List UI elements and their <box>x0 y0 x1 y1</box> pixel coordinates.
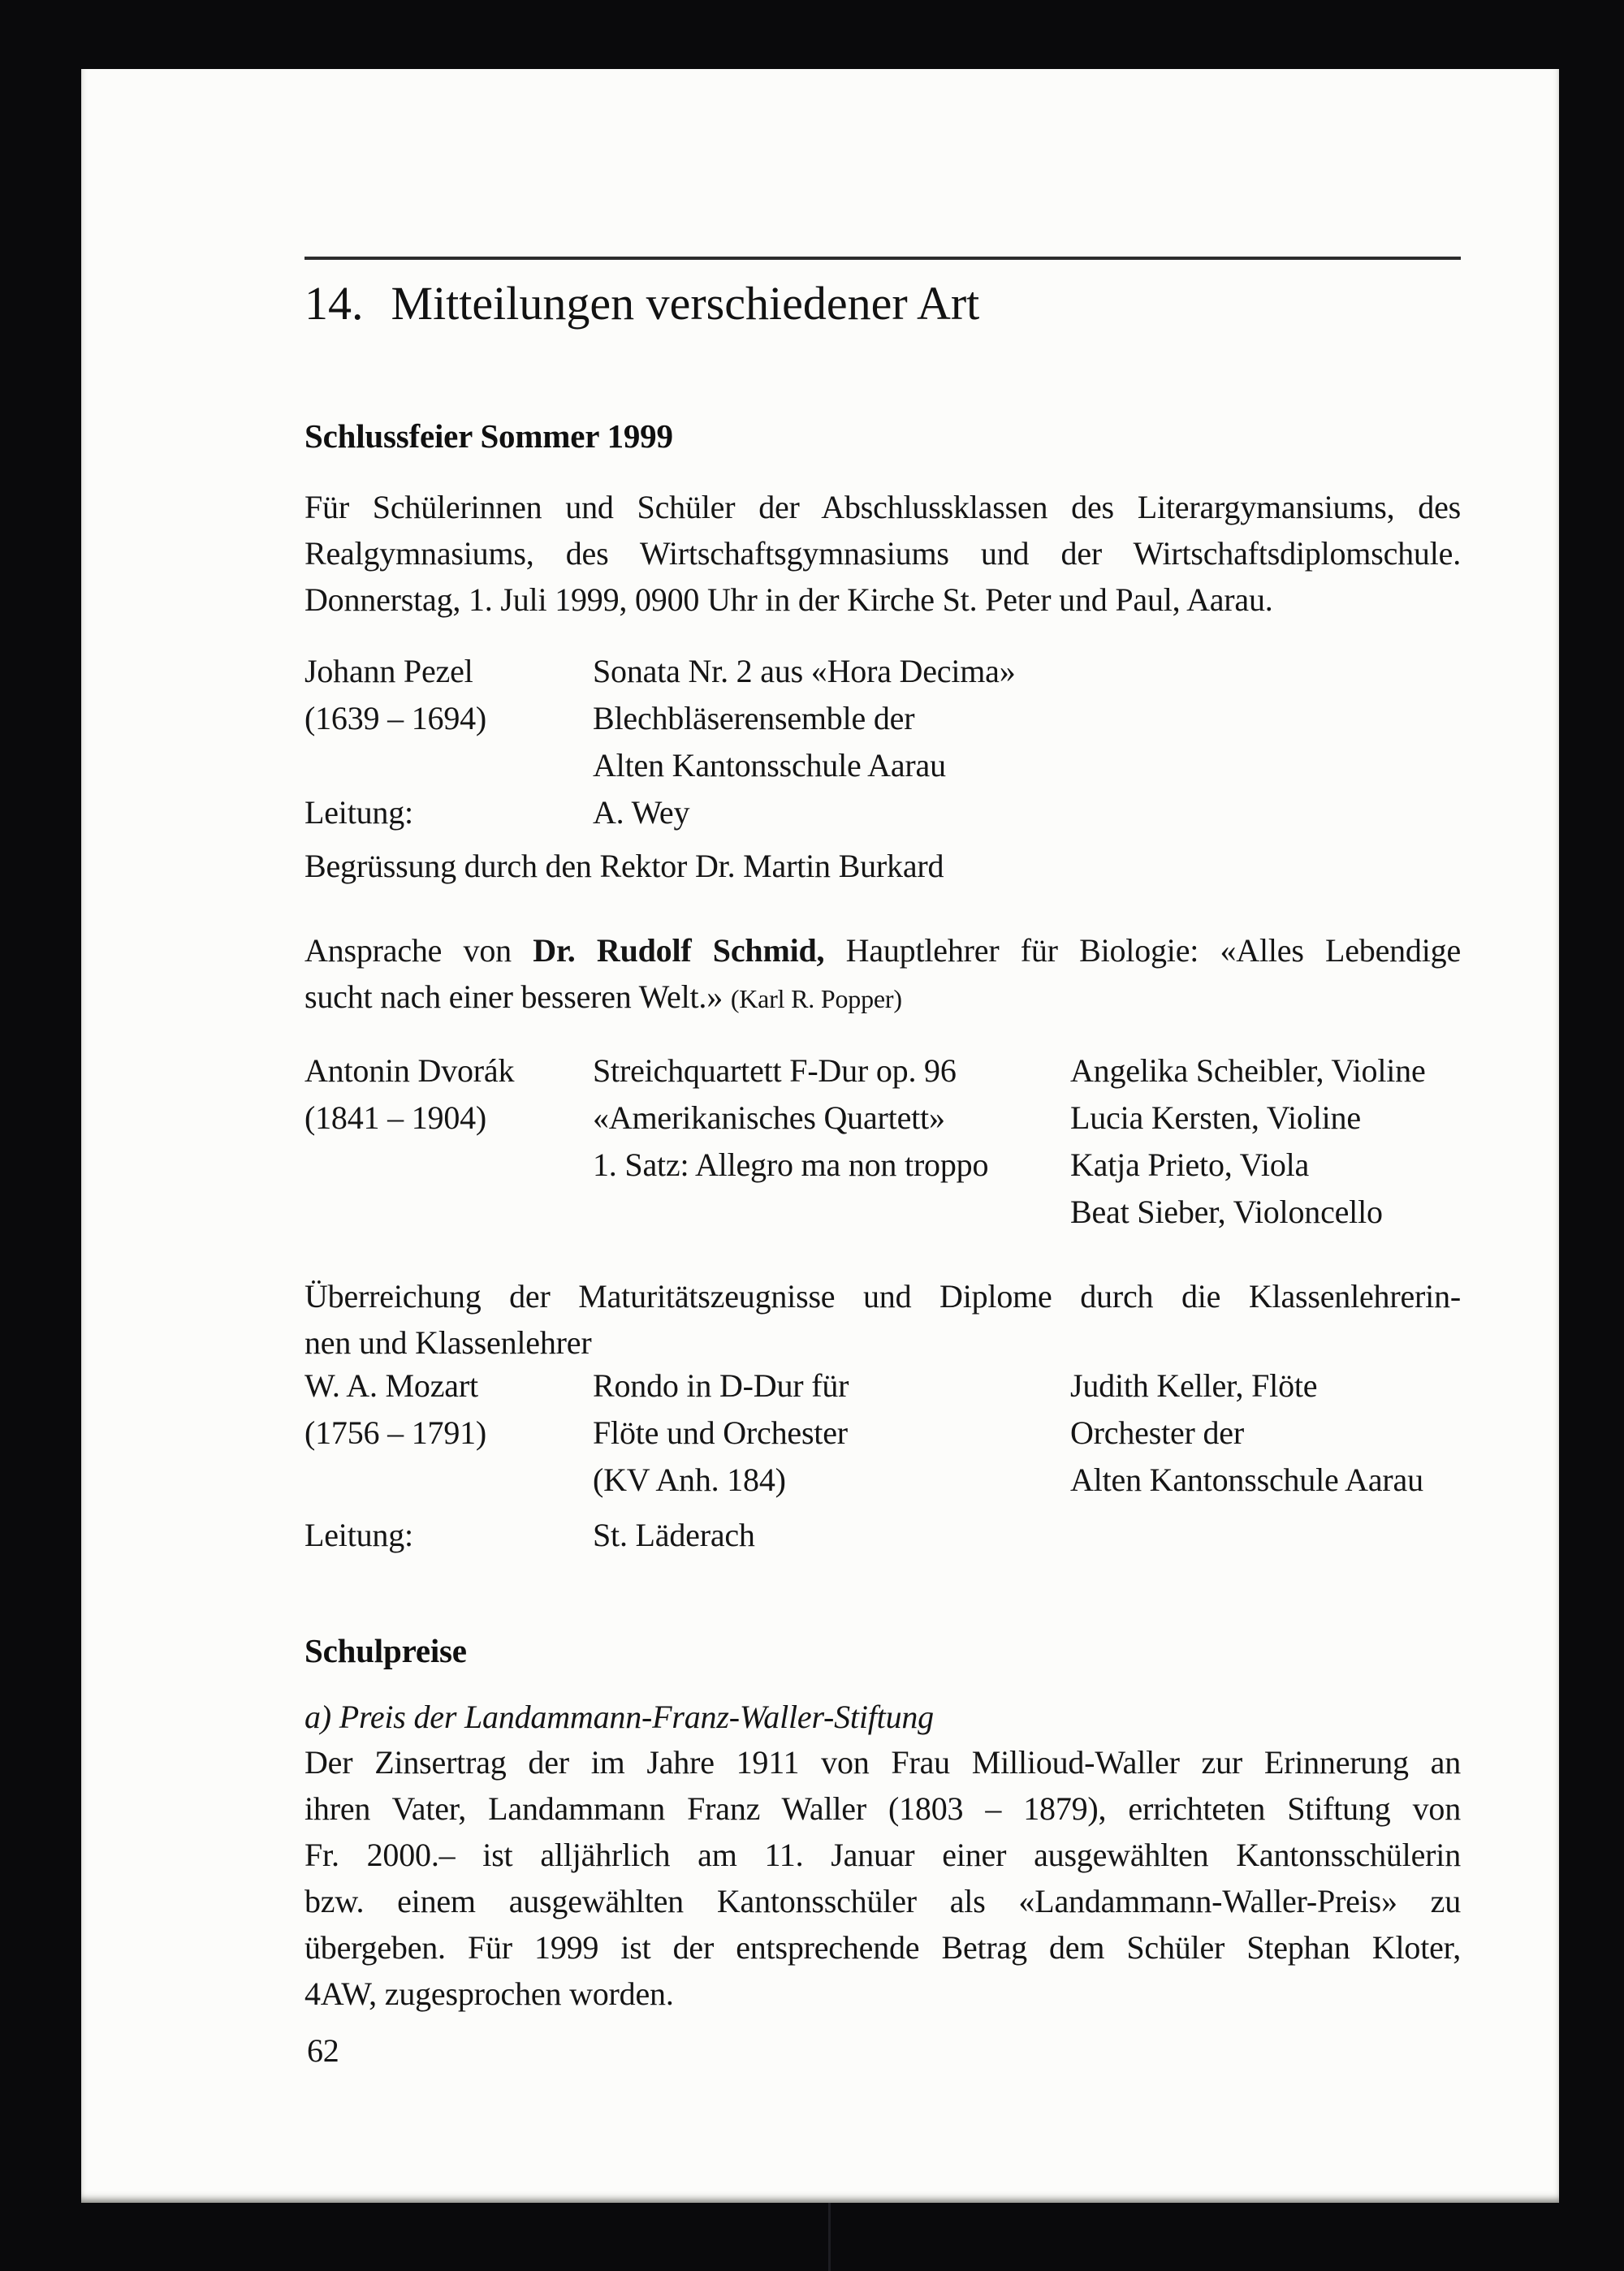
chapter-rule <box>304 257 1461 260</box>
dvorak-work-line-1: Streichquartett F-Dur op. 96 <box>593 1052 957 1089</box>
pezel-work-line-2: Blechbläserensemble der <box>593 700 915 736</box>
schulpreise-body-line-5: übergeben. Für 1999 ist der entsprechende Betrag dem Schüler Stephan Kloter, <box>304 1929 1461 1966</box>
mozart-composer: W. A. Mozart <box>304 1367 478 1404</box>
mozart-work-line-1: Rondo in D-Dur für <box>593 1367 849 1404</box>
ansprache-line-1 <box>304 934 1461 968</box>
intro-line-2: Realgymnasiums, des Wirtschaftsgymnasiums und der Wirtschaftsdiplomschule. <box>304 535 1461 572</box>
ansprache-quote-end: sucht nach einer besseren Welt.» <box>304 978 731 1015</box>
pezel-leitung-value: A. Wey <box>593 794 690 831</box>
schulpreise-body-line-4: bzw. einem ausgewählten Kantonsschüler als «Landammann-Waller-Preis» zu <box>304 1883 1461 1919</box>
schulpreise-body-line-3: Fr. 2000.– ist alljährlich am 11. Januar einer ausgewählten Kantonsschülerin <box>304 1837 1461 1873</box>
schulpreise-subheading: a) Preis der Landammann-Franz-Waller-Stiftung <box>304 1699 934 1735</box>
intro-line-3: Donnerstag, 1. Juli 1999, 0900 Uhr in der Kirche St. Peter und Paul, Aarau. <box>304 581 1273 618</box>
chapter-title-text: Mitteilungen verschiedener Art <box>391 277 980 330</box>
chapter-number: 14. <box>304 277 364 330</box>
mozart-leitung-label: Leitung: <box>304 1517 413 1553</box>
section-heading-schulpreise: Schulpreise <box>304 1632 467 1669</box>
dvorak-work-line-2: «Amerikanisches Quartett» <box>593 1099 945 1136</box>
pezel-years: (1639 – 1694) <box>304 700 487 736</box>
schulpreise-body-line-2: ihren Vater, Landammann Franz Waller (1803 – 1879), errichteten Stiftung von <box>304 1790 1461 1827</box>
ansprache-prefix: Ansprache von <box>304 932 533 969</box>
section-heading-schlussfeier: Schlussfeier Sommer 1999 <box>304 417 673 455</box>
mozart-leitung-value: St. Läderach <box>593 1517 755 1553</box>
schulpreise-body-line-6: 4AW, zugesprochen worden. <box>304 1975 674 2012</box>
schulpreise-body-line-1: Der Zinsertrag der im Jahre 1911 von Frau Millioud-Waller zur Erinnerung an <box>304 1744 1461 1781</box>
intro-line-1: Für Schülerinnen und Schüler der Abschlussklassen des Literargymansiums, des <box>304 489 1461 525</box>
chapter-title <box>304 276 979 330</box>
ansprache-line-2 <box>304 980 902 1014</box>
pezel-work-line-3: Alten Kantonsschule Aarau <box>593 747 946 784</box>
mozart-work-line-3: (KV Anh. 184) <box>593 1461 786 1498</box>
mozart-performer-3: Alten Kantonsschule Aarau <box>1070 1461 1423 1498</box>
dvorak-composer: Antonin Dvorák <box>304 1052 515 1089</box>
mozart-performer-1: Judith Keller, Flöte <box>1070 1367 1318 1404</box>
dvorak-performer-2: Lucia Kersten, Violine <box>1070 1099 1361 1136</box>
dvorak-performer-4: Beat Sieber, Violoncello <box>1070 1194 1383 1230</box>
pezel-leitung-label: Leitung: <box>304 794 413 831</box>
mozart-years: (1756 – 1791) <box>304 1414 487 1451</box>
mozart-performer-2: Orchester der <box>1070 1414 1244 1451</box>
ansprache-attribution: (Karl R. Popper) <box>730 984 902 1013</box>
ansprache-speaker: Dr. Rudolf Schmid, <box>533 932 825 969</box>
page-number: 62 <box>307 2032 339 2069</box>
book-gutter-shadow <box>828 2203 831 2271</box>
pezel-composer: Johann Pezel <box>304 653 473 689</box>
dvorak-performer-1: Angelika Scheibler, Violine <box>1070 1052 1426 1089</box>
dvorak-work-line-3: 1. Satz: Allegro ma non troppo <box>593 1146 989 1183</box>
dvorak-performer-3: Katja Prieto, Viola <box>1070 1146 1310 1183</box>
mozart-work-line-2: Flöte und Orchester <box>593 1414 848 1451</box>
ansprache-rest: Hauptlehrer für Biologie: «Alles Lebendige <box>824 932 1462 969</box>
begruessung-line: Begrüssung durch den Rektor Dr. Martin Burkard <box>304 848 944 884</box>
ueberreichung-line-2: nen und Klassenlehrer <box>304 1324 592 1361</box>
pezel-work-line-1: Sonata Nr. 2 aus «Hora Decima» <box>593 653 1016 689</box>
dvorak-years: (1841 – 1904) <box>304 1099 487 1136</box>
ueberreichung-line-1: Überreichung der Maturitätszeugnisse und Diplome durch die Klassenlehrerin- <box>304 1278 1461 1315</box>
